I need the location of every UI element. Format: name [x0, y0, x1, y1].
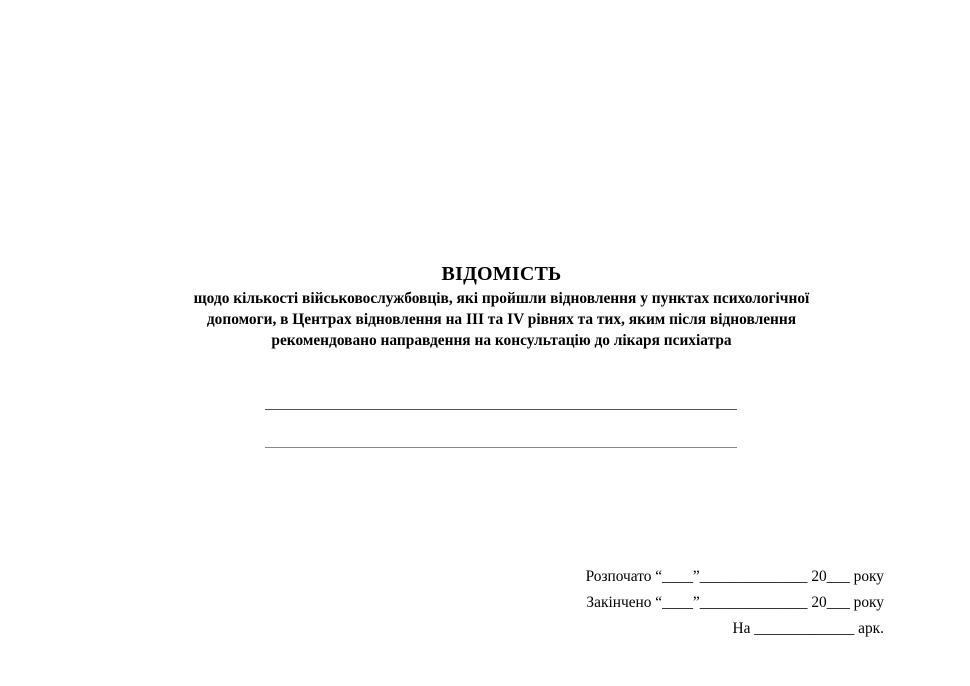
finished-date-row: Закінчено “____”______________ 20___ року	[586, 594, 884, 611]
subtitle-line: рекомендовано направдення на консультацію до лікаря психіатра	[271, 332, 732, 349]
sheets-count-row: На _____________ арк.	[732, 620, 884, 637]
document-subtitle	[150, 288, 853, 351]
subtitle-line: допомоги, в Центрах відновлення на ІІІ та IV рівнях та тих, яким після відновлення	[206, 311, 797, 328]
fill-in-line	[265, 447, 737, 448]
subtitle-line: щодо кількості військовослужбовців, які пройшли відновлення у пунктах психологічної	[193, 290, 810, 307]
date-block	[586, 564, 884, 642]
started-date-row: Розпочато “____”______________ 20___ року	[585, 568, 884, 585]
fill-in-line	[265, 409, 737, 410]
document-title: ВІДОМІСТЬ	[441, 263, 562, 285]
